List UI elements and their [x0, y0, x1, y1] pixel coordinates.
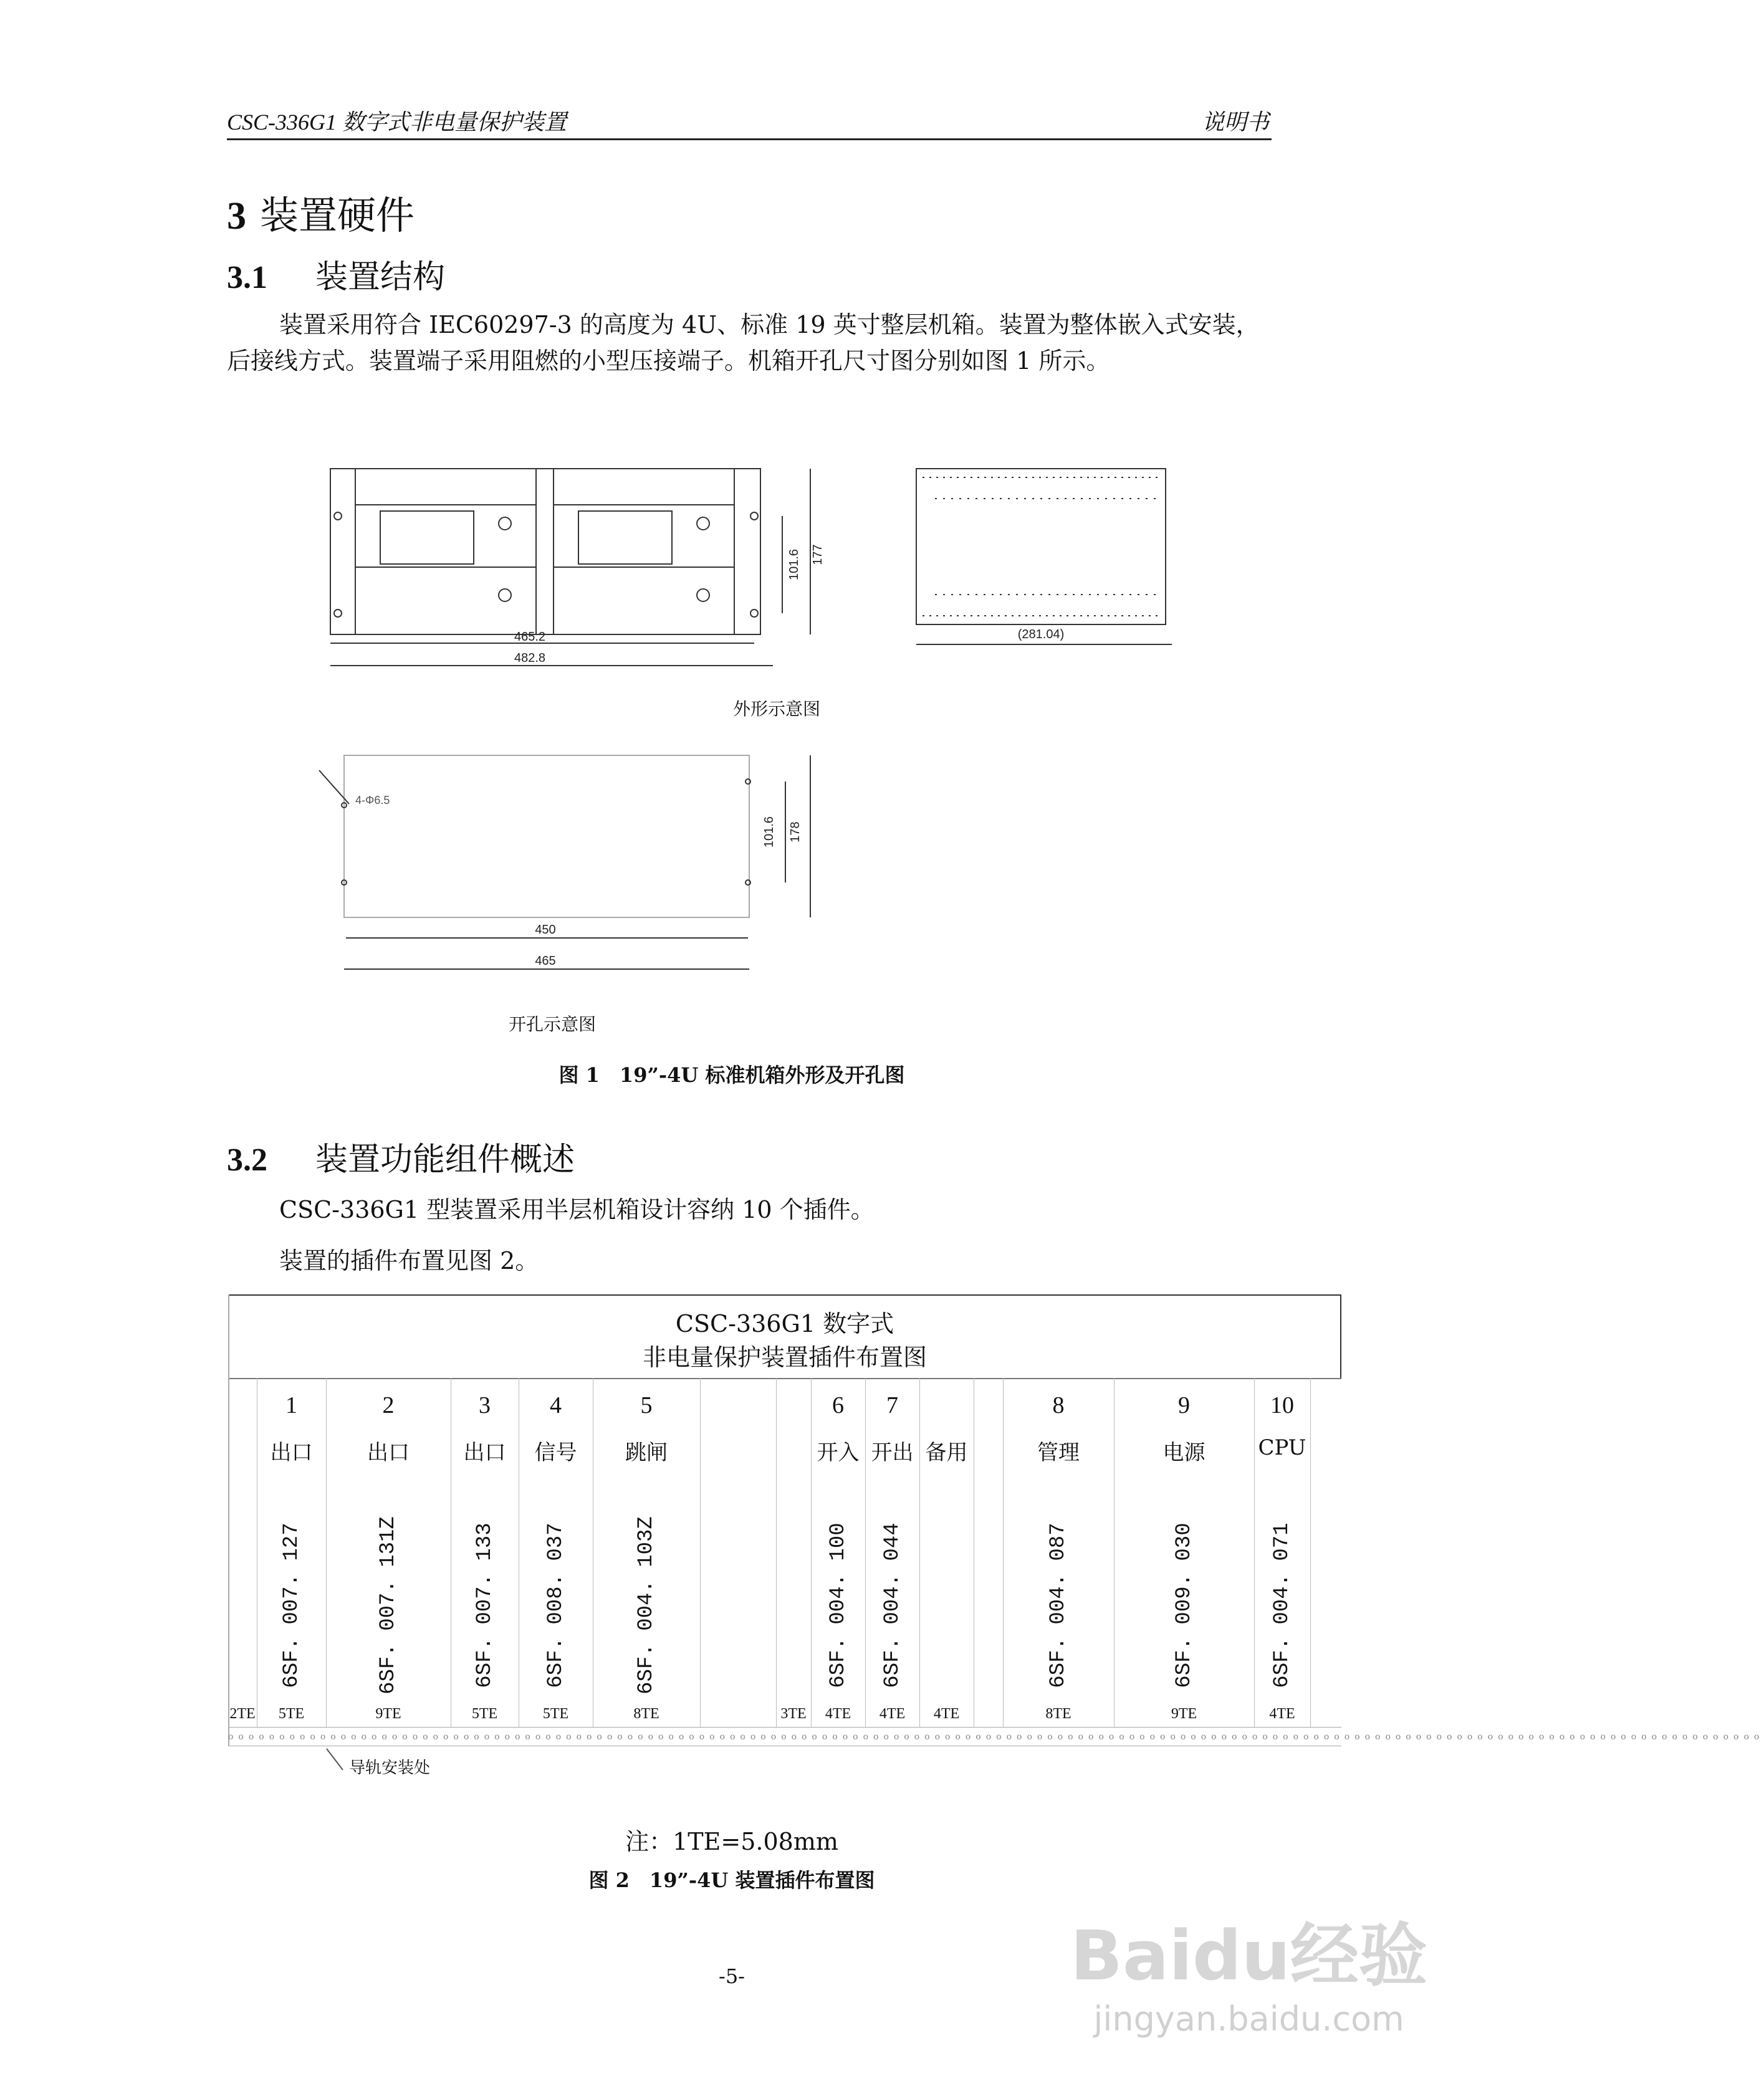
- slot-function: 信号: [534, 1440, 577, 1465]
- dim-outer-width: 482.8: [514, 651, 546, 665]
- plugin-slot: [811, 1378, 866, 1727]
- outline-label: 外形示意图: [733, 699, 821, 719]
- cutout-outer-width: 465: [535, 954, 556, 968]
- slot-width-te: 4TE: [825, 1706, 851, 1722]
- watermark-url: jingyan.baidu.com: [1093, 1999, 1404, 2039]
- cutout-drawing: [312, 748, 823, 978]
- slot-width-te: 4TE: [933, 1706, 960, 1722]
- plugin-slot: [593, 1378, 701, 1727]
- slot-number: 1: [285, 1392, 297, 1418]
- plugin-slot: [326, 1378, 451, 1727]
- figure-1-caption: 图 1 19”-4U 标准机箱外形及开孔图: [558, 1063, 905, 1087]
- slot-part-code: 6SF. 004. 103Z: [635, 1516, 658, 1695]
- slot-width-te: 5TE: [278, 1706, 305, 1722]
- slot-part-code: 6SF. 004. 044: [880, 1523, 904, 1688]
- slot-part-code: 6SF. 009. 030: [1172, 1523, 1196, 1688]
- cutout-inner-width: 450: [535, 923, 556, 937]
- front-view-drawing: [324, 461, 835, 710]
- cutout-hole-spacing: 101.6: [762, 816, 776, 848]
- section-3-2-para1: CSC-336G1 型装置采用半层机箱设计容纳 10 个插件。: [279, 1196, 875, 1223]
- dim-height: 177: [811, 544, 825, 565]
- plugin-slot: [1114, 1378, 1255, 1727]
- dim-hole-spacing: 101.6: [787, 548, 801, 581]
- plugin-slot: [1310, 1378, 1341, 1727]
- section-3-2-heading: 3.2 装置功能组件概述: [227, 1141, 575, 1179]
- slot-function: 出口: [270, 1440, 313, 1465]
- rail-label: 导轨安装处: [349, 1759, 431, 1777]
- section-3-1-paragraph: 装置采用符合 IEC60297-3 的高度为 4U、标准 19 英寸整层机箱。装置为整体嵌入式安装，后接线方式。装置端子采用阻燃的小型压接端子。机箱开孔尺寸图分别如图 1 所示。: [227, 311, 1260, 375]
- rail-holes: oooooooooooooooooooooooooooooooooooooooooooooooooooooooooooooooooooooooooooooooooooooooooooooooooooooooooooooooooooooooooooooooooooooooooooooooooooooo: [228, 1732, 1764, 1742]
- plugin-layout-diagram: [228, 1294, 1764, 1746]
- slot-number: 8: [1052, 1392, 1065, 1418]
- slot-part-code: 6SF. 007. 131Z: [376, 1516, 400, 1695]
- figure-2-caption: 图 2 19”-4U 装置插件布置图: [588, 1868, 875, 1892]
- slot-width-te: 3TE: [780, 1706, 807, 1722]
- section-3-1-heading: 3.1 装置结构: [227, 259, 446, 296]
- header-manual-label: 说明书: [1201, 110, 1269, 135]
- plugin-slot: [1003, 1378, 1114, 1727]
- slot-number: 9: [1178, 1392, 1190, 1418]
- slot-number: 5: [640, 1392, 653, 1418]
- plugin-slot: [919, 1378, 974, 1727]
- slot-function: 开出: [871, 1440, 914, 1465]
- slot-number: 10: [1270, 1392, 1294, 1418]
- slot-part-code: 6SF. 007. 127: [279, 1523, 304, 1688]
- header-divider: [227, 138, 1272, 140]
- plugin-slot: [974, 1378, 1004, 1727]
- plugin-slot: [700, 1378, 777, 1727]
- slot-width-te: 9TE: [375, 1706, 401, 1722]
- plugin-slot: [776, 1378, 812, 1727]
- plugin-slot: [257, 1378, 327, 1727]
- slot-width-te: 5TE: [471, 1706, 498, 1722]
- header-doc-title: CSC-336G1 数字式非电量保护装置: [227, 110, 567, 135]
- plugin-slot: [519, 1378, 593, 1727]
- diagram-title-line2: 非电量保护装置插件布置图: [642, 1344, 927, 1371]
- slot-part-code: 6SF. 008. 037: [544, 1523, 568, 1688]
- baidu-watermark: [1070, 1901, 1427, 2039]
- dim-depth: (281.04): [1017, 628, 1065, 641]
- section-3-2-para2: 装置的插件布置见图 2。: [279, 1247, 539, 1274]
- slot-width-te: 8TE: [1045, 1706, 1071, 1722]
- diagram-title-line1: CSC-336G1 数字式: [675, 1310, 894, 1337]
- slot-function: CPU: [1258, 1435, 1306, 1460]
- side-view-drawing: [910, 461, 1184, 661]
- slot-number: 6: [832, 1392, 844, 1418]
- slot-number: 3: [479, 1392, 491, 1418]
- cutout-height: 178: [789, 821, 802, 843]
- slot-function: 管理: [1037, 1440, 1080, 1465]
- slot-number: 7: [886, 1392, 898, 1418]
- slot-part-code: 6SF. 004. 087: [1047, 1523, 1070, 1688]
- plugin-slot: [228, 1378, 257, 1727]
- slot-function: 电源: [1162, 1440, 1206, 1465]
- dim-inner-width: 465.2: [514, 630, 546, 644]
- hole-callout: 4-Φ6.5: [355, 794, 390, 806]
- plugin-slot: [865, 1378, 920, 1727]
- slot-width-te: 5TE: [542, 1706, 569, 1722]
- slot-width-te: 4TE: [1269, 1706, 1295, 1722]
- slot-function: 出口: [367, 1440, 410, 1465]
- slot-number: 4: [550, 1392, 562, 1418]
- slot-part-code: 6SF. 007. 133: [472, 1523, 497, 1688]
- slot-function: 跳闸: [625, 1440, 668, 1465]
- slot-width-te: 9TE: [1171, 1706, 1197, 1722]
- slot-number: 2: [382, 1392, 395, 1418]
- slot-width-te: 2TE: [229, 1706, 256, 1722]
- slot-part-code: 6SF. 004. 100: [826, 1523, 850, 1688]
- slot-width-te: 8TE: [633, 1706, 659, 1722]
- te-note: 注：1TE=5.08mm: [625, 1828, 838, 1855]
- plugin-slot: [1254, 1378, 1311, 1727]
- slot-function: 出口: [463, 1440, 506, 1465]
- page-number: -5-: [719, 1964, 745, 1988]
- watermark-brand: Baidu经验: [1070, 1916, 1427, 1996]
- slot-function: 开入: [817, 1440, 860, 1465]
- slot-part-code: 6SF. 004. 071: [1270, 1523, 1294, 1688]
- slot-function: 备用: [925, 1440, 968, 1465]
- cutout-label: 开孔示意图: [509, 1014, 597, 1035]
- section-3-heading: 3 装置硬件: [227, 193, 415, 238]
- slot-width-te: 4TE: [879, 1706, 906, 1722]
- plugin-slot: [451, 1378, 519, 1727]
